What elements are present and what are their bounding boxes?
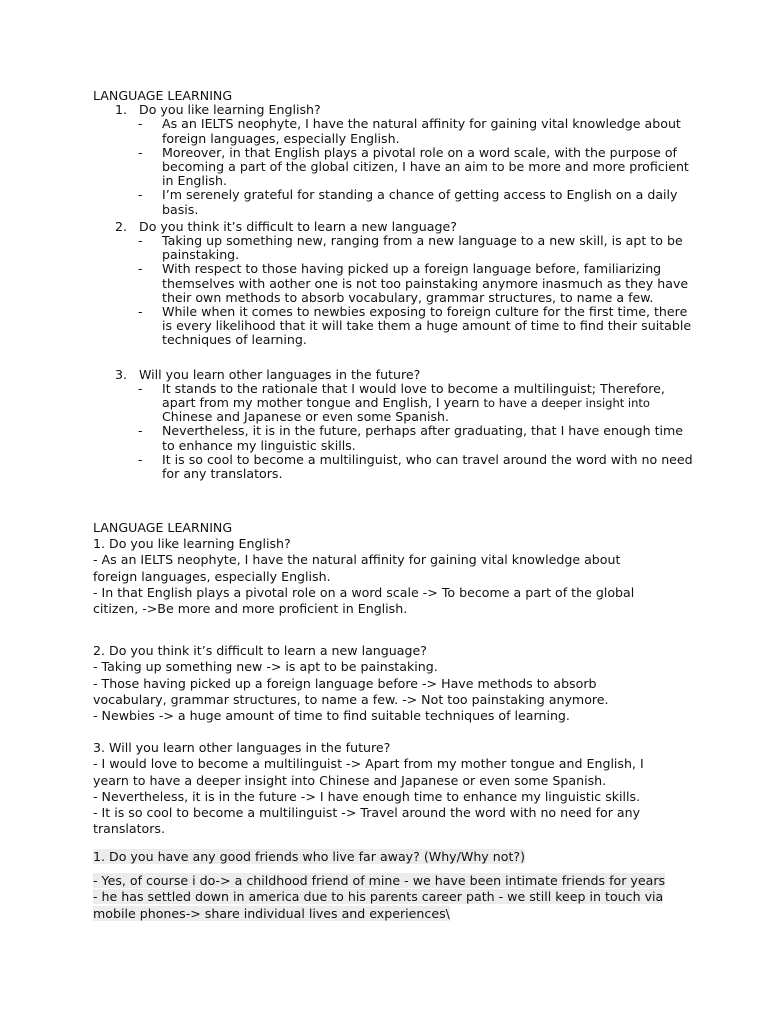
highlighted-question: 1. Do you have any good friends who live far away? (Why/Why not?) xyxy=(93,849,525,864)
question-text: Do you like learning English? xyxy=(139,102,321,118)
summary-line: - In that English plays a pivotal role on a word scale -> To become a part of the global citizen, ->Be more and more proficient in English. xyxy=(93,584,635,617)
text-run-small: to have a deeper insight into xyxy=(483,396,650,411)
list-item: - I’m serenely grateful for standing a chance of getting access to English on a daily basis. xyxy=(162,188,693,216)
list-item: - Taking up something new, ranging from a new language to a new skill, is apt to be painstaking. xyxy=(162,234,693,262)
summary-question: 2. Do you think it’s difficult to learn a new language? xyxy=(93,643,427,659)
summary-title: LANGUAGE LEARNING xyxy=(93,520,233,535)
list-item xyxy=(162,382,693,425)
text-run: It stands to the rationale that I would love to become a multilinguist; Therefore, apart from my mother tongue and English, I yearn xyxy=(162,380,665,411)
question-text: Will you learn other languages in the future? xyxy=(139,366,421,382)
list-item: - Nevertheless, it is in the future, perhaps after graduating, that I have enough time to enhance my linguistic skills. xyxy=(162,424,693,452)
list-item: - As an IELTS neophyte, I have the natural affinity for gaining vital knowledge about foreign languages, especially English. xyxy=(162,117,693,145)
question-number: 3. xyxy=(115,366,128,382)
summary-question: 1. Do you like learning English? xyxy=(93,536,291,552)
list-item: - While when it comes to newbies exposing to foreign culture for the first time, there is every likelihood that it will take them a huge amount of time to find their suitable techniques of learning. xyxy=(162,305,693,348)
answer-list-2 xyxy=(93,234,693,348)
summary-line: - Nevertheless, it is in the future -> I have enough time to enhance my linguistic skills. xyxy=(93,788,641,804)
summary-line: - As an IELTS neophyte, I have the natural affinity for gaining vital knowledge about foreign languages, especially English. xyxy=(93,552,621,584)
list-item: - It is so cool to become a multilinguist, who can travel around the word with no need for any translators. xyxy=(162,453,693,481)
question-text: Do you think it’s difficult to learn a new language? xyxy=(139,218,457,234)
extra-answer xyxy=(93,873,668,922)
question-2 xyxy=(93,220,693,234)
summary-line: - Taking up something new -> is apt to be painstaking. xyxy=(93,659,438,675)
summary-line: - I would love to become a multilinguist -> Apart from my mother tongue and English, I yearn to have a deeper insight into Chinese and Japanese or even some Spanish. xyxy=(93,756,644,788)
outline-section xyxy=(93,89,693,481)
highlighted-answer: - Yes, of course i do-> a childhood friend of mine - we have been intimate friends for years - he has settled down in america due to his parents career path - we still keep in touch via mobile phones-> share individual lives and experiences\ xyxy=(93,873,666,921)
list-item: - With respect to those having picked up a foreign language before, familiarizing themselves with aother one is not too painstaking anymore inasmuch as they have their own methods to absorb vocabulary, grammar structures, to name a few. xyxy=(162,262,693,305)
question-3 xyxy=(93,368,693,382)
list-item: - Moreover, in that English plays a pivotal role on a word scale, with the purpose of becoming a part of the global citizen, I have an aim to be more and more proficient in English. xyxy=(162,146,693,189)
summary-line: - Newbies -> a huge amount of time to find suitable techniques of learning. xyxy=(93,708,570,724)
extra-question xyxy=(93,849,668,865)
answer-list-3 xyxy=(93,382,693,481)
summary-question: 3. Will you learn other languages in the future? xyxy=(93,740,391,756)
summary-line: - It is so cool to become a multilinguist -> Travel around the word with no need for any translators. xyxy=(93,805,641,837)
question-1 xyxy=(93,103,693,117)
question-number: 1. xyxy=(115,102,128,118)
answer-list-1 xyxy=(93,117,693,216)
outline-title: LANGUAGE LEARNING xyxy=(93,88,233,103)
text-run: Chinese and Japanese or even some Spanish. xyxy=(162,409,450,425)
extra-section xyxy=(93,849,668,922)
summary-section xyxy=(93,520,668,837)
summary-line: - Those having picked up a foreign language before -> Have methods to absorb vocabulary, grammar structures, to name a few. -> Not too painstaking anymore. xyxy=(93,675,609,707)
question-number: 2. xyxy=(115,218,128,234)
